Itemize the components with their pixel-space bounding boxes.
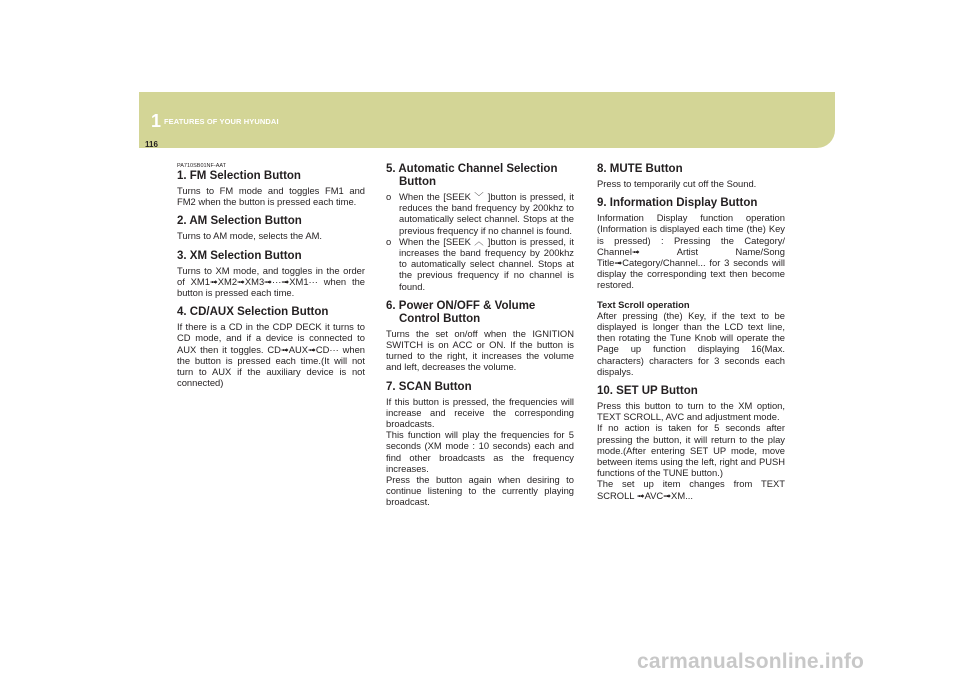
am-selection-text: Turns to AM mode, selects the AM. <box>177 230 323 242</box>
am-selection-heading: 2. AM Selection Button <box>177 215 302 228</box>
mute-heading: 8. MUTE Button <box>597 163 683 175</box>
scan-text-2: This function will play the frequencies for 5 seconds (XM mode : 10 seconds) each and find other broadcasts as the frequency increases. <box>386 429 574 474</box>
column-3 <box>597 163 785 501</box>
mute-text: Press to temporarily cut off the Sound. <box>597 178 757 189</box>
power-volume-text: Turns the set on/off when the IGNITION SWITCH is on ACC or ON. If the button is turned to the right, it increases the volume and left, decreases the volume. <box>386 327 574 373</box>
info-display-text: Information Display function operation (Information is displayed each time (the) Key is pressed) : Pressing the Category/ Channel➟ Artist Name/Song Title➟Category/Channel... for 3 seconds will display the corresponding text then become restored. <box>597 212 785 291</box>
power-volume-heading: 6. Power ON/OFF & Volume Control Button <box>386 299 536 325</box>
xm-selection-heading: 3. XM Selection Button <box>177 249 302 262</box>
section-code: PA710SB01NF-AAT <box>177 163 227 169</box>
column-2 <box>386 163 574 508</box>
bullet-marker: o <box>386 191 392 202</box>
watermark: carmanualsonline.info <box>637 650 865 673</box>
cd-aux-selection-text: If there is a CD in the CDP DECK it turns to CD mode, and if a device is connected to AUX then it toggles. CD➟AUX➟CD··· when the button is pressed each time.(It will not turn to AUX if the auxiliary device is not connected) <box>177 321 365 389</box>
bullet-marker: o <box>386 235 392 247</box>
fm-selection-text: Turns to FM mode and toggles FM1 and FM2 when the button is pressed each time. <box>177 185 365 208</box>
column-1 <box>177 163 365 388</box>
setup-text-2: If no action is taken for 5 seconds after pressing the button, it will return to the play mode.(After entering SET UP mode, move between items using the left, right and PUSH functions of the TUNE button.) <box>597 422 785 479</box>
scan-text-1: If this button is pressed, the frequencies will increase and receive the corresponding broadcasts. <box>386 395 574 430</box>
fm-selection-heading: 1. FM Selection Button <box>177 170 301 182</box>
chapter-number: 1 <box>151 111 162 131</box>
scan-heading: 7. SCAN Button <box>386 380 472 393</box>
xm-selection-text: Turns to XM mode, and toggles in the order of XM1➟XM2➟XM3➟···➟XM1··· when the button is pressed each time. <box>177 264 365 299</box>
seek-up-item <box>386 236 574 292</box>
page-number: 116 <box>145 140 158 149</box>
scan-text-3: Press the button again when desiring to continue listening to the currently playing broadcast. <box>386 474 574 508</box>
chapter-title: FEATURES OF YOUR HYUNDAI <box>164 117 279 126</box>
setup-text-1: Press this button to turn to the XM option, TEXT SCROLL, AVC and adjustment mode. <box>597 400 785 423</box>
seek-down-text: When the [SEEK ﹀ ]button is pressed, it reduces the band frequency by 200khz to automatically select channel. Stops at the previous frequency if no channel is found. <box>399 191 574 236</box>
info-display-heading: 9. Information Display Button <box>597 197 758 210</box>
seek-down-item <box>386 191 574 236</box>
cd-aux-selection-heading: 4. CD/AUX Selection Button <box>177 306 329 319</box>
auto-channel-heading: 5. Automatic Channel Selection Button <box>386 163 558 188</box>
text-scroll-subheading: Text Scroll operation <box>597 298 690 310</box>
seek-up-text: When the [SEEK ︿ ]button is pressed, it increases the band frequency by 200khz to automatically select channel. Stops at the previous frequency if no channel is found. <box>399 235 574 292</box>
setup-text-3: The set up item changes from TEXT SCROLL ➟AVC➟XM... <box>597 478 785 501</box>
text-scroll-text: After pressing (the) Key, if the text to be displayed is longer than the LCD text line, then rotating the Tune Knob will operate the Page up function displaying 16(Max. characters) characters for 3 seconds each dispalys. <box>597 309 785 377</box>
setup-heading: 10. SET UP Button <box>597 385 698 398</box>
